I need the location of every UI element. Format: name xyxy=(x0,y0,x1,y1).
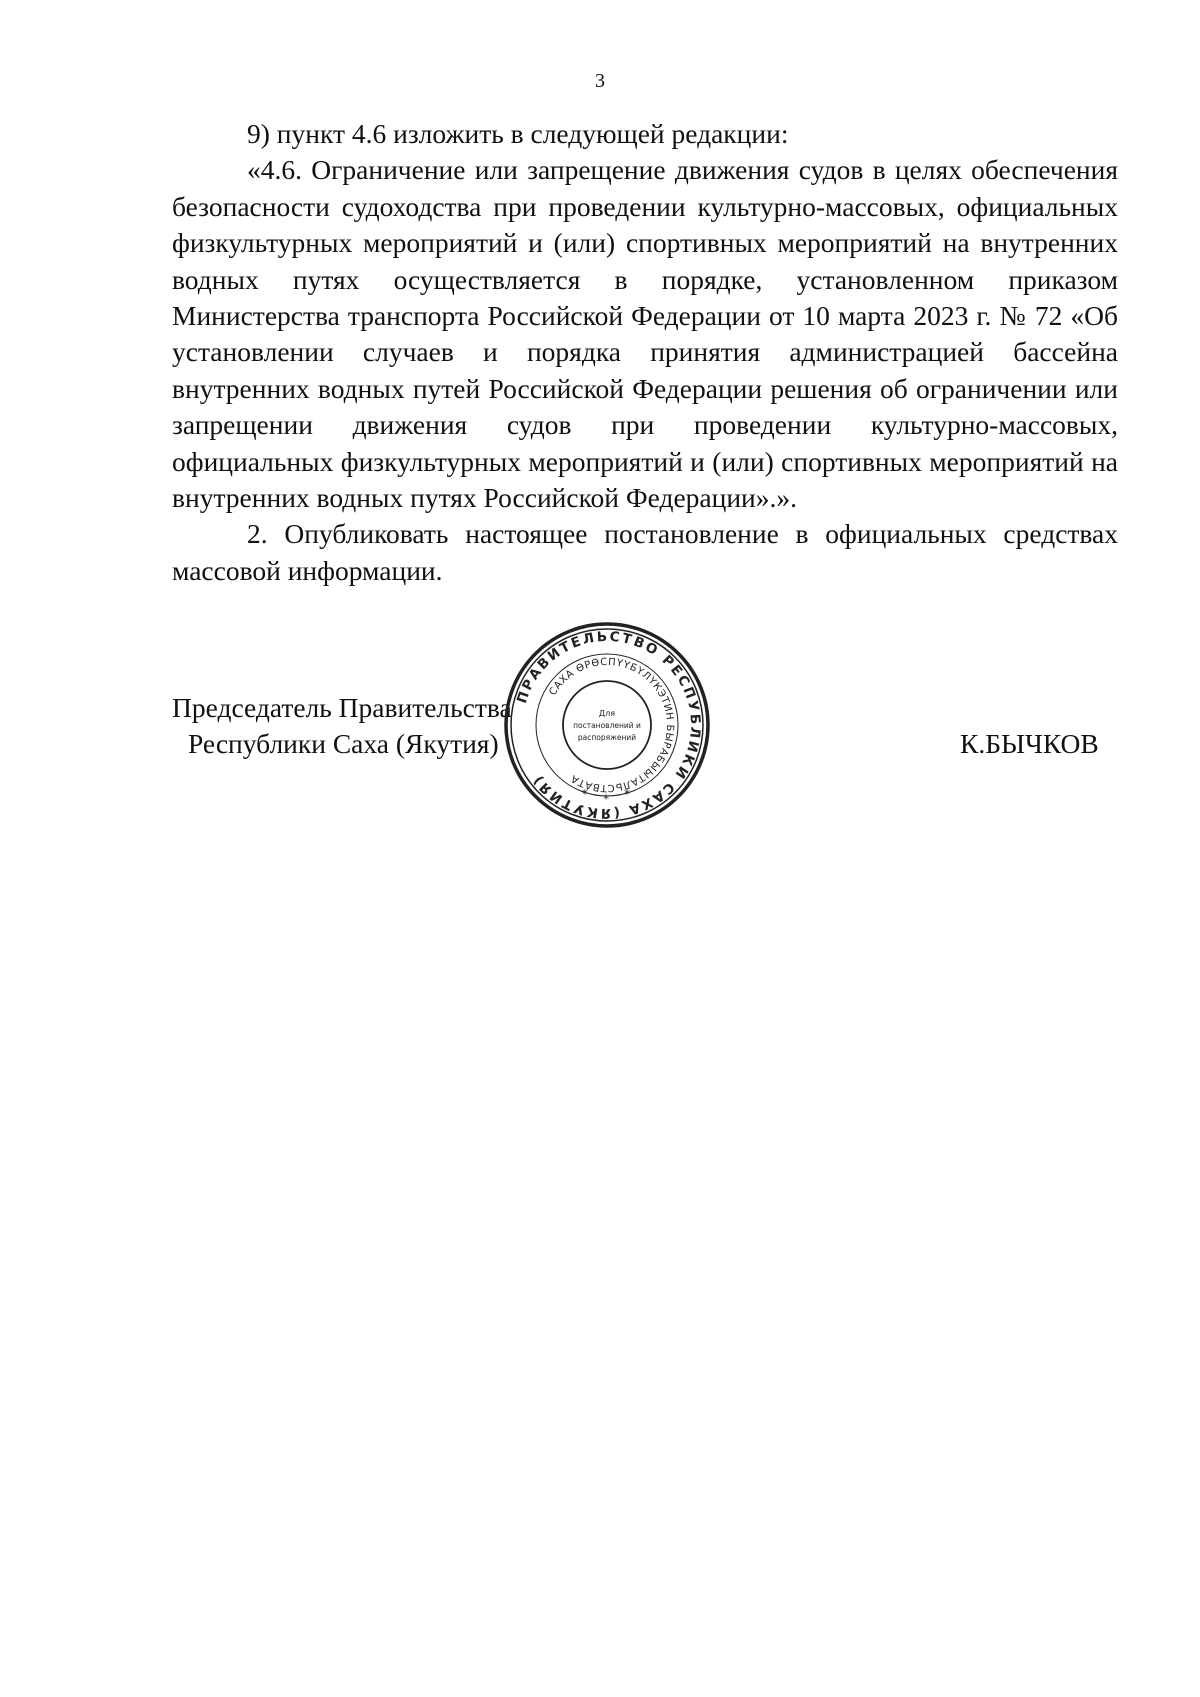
seal-icon xyxy=(504,622,710,828)
seal-star-right: * xyxy=(624,787,630,801)
paragraph-publish: 2. Опубликовать настоящее постановление в официальных средствах массовой информации. xyxy=(172,518,1118,586)
page-number: 3 xyxy=(595,70,605,92)
signatory-position xyxy=(172,690,512,762)
signatory-position-line2: Республики Саха (Якутия) xyxy=(188,728,499,759)
seal-center-line1: Для xyxy=(598,709,616,718)
paragraph-item-9: 9) пункт 4.6 изложить в следующей редакции: xyxy=(247,118,789,149)
seal-inner-text: САХА ӨРӨСПҮҮБҮЛҮКЭТИН БЫРАБЫЫТАЛЬСТВАТА xyxy=(547,656,676,794)
seal-star-center: * xyxy=(603,792,609,806)
seal-center-line3: распоряжений xyxy=(577,733,637,742)
official-seal xyxy=(504,622,710,828)
signatory-position-line1: Председатель Правительства xyxy=(172,692,512,723)
paragraph-point-4-6: «4.6. Ограничение или запрещение движения судов в целях обеспечения безопасности судоходства при проведении культурно-массовых, официальных физкультурных мероприятий и (или) спортивных мероприятий на внутренних водных путях осуществляется в порядке, установленном приказом Министерства транспорта Российской Федерации от 10 марта 2023 г. № 72 «Об установлении случаев и порядка принятия администрацией бассейна внутренних водных путей Российской Федерации решения об ограничении или запрещении движения судов при проведении культурно-массовых, официальных физкультурных мероприятий и (или) спортивных мероприятий на внутренних водных путях Российской Федерации».». xyxy=(172,154,1118,514)
seal-center-line2: постановлений и xyxy=(573,721,641,730)
signatory-name: К.БЫЧКОВ xyxy=(960,728,1099,759)
seal-outer-text: ПРАВИТЕЛЬСТВО РЕСПУБЛИКИ САХА (ЯКУТИЯ) xyxy=(514,628,704,822)
document-body xyxy=(172,116,1118,589)
seal-star-left: * xyxy=(582,787,588,801)
